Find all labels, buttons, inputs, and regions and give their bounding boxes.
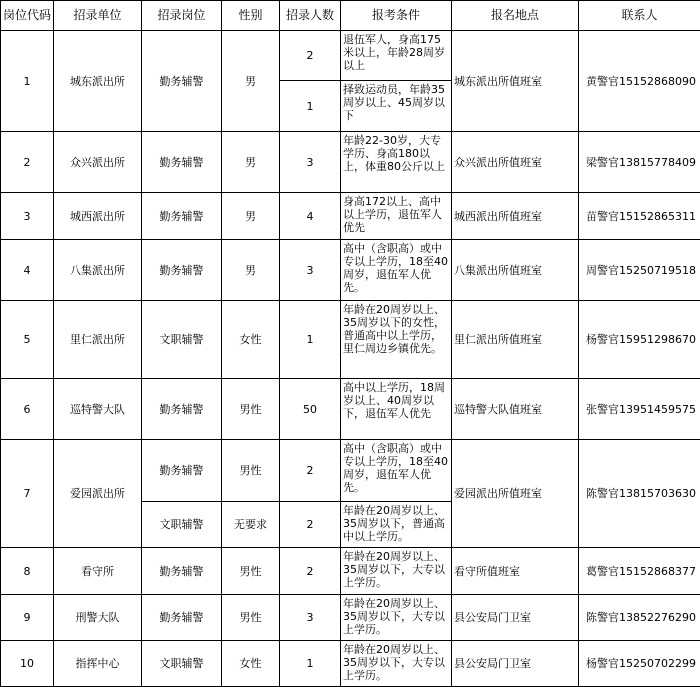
row-unit: 看守所	[54, 548, 142, 595]
row-code: 1	[1, 31, 54, 132]
row-contact: 黄警官15152868090	[579, 31, 700, 132]
table-row	[1, 641, 700, 687]
row-contact: 张警官13951459575	[579, 379, 700, 440]
row-location: 县公安局门卫室	[452, 595, 579, 641]
row-post: 勤务辅警	[142, 193, 222, 240]
row-unit: 巡特警大队	[54, 379, 142, 440]
row-gender: 男性	[222, 548, 280, 595]
row-post: 勤务辅警	[142, 240, 222, 301]
row-unit: 众兴派出所	[54, 132, 142, 193]
row-count: 3	[280, 132, 341, 193]
row-code: 7	[1, 440, 54, 548]
row-code: 5	[1, 301, 54, 379]
row-contact: 周警官15250719518	[579, 240, 700, 301]
row-conditions: 高中（含职高）或中专以上学历，18至40周岁，退伍军人优先。	[341, 440, 452, 502]
row-contact: 梁警官13815778409	[579, 132, 700, 193]
row-code: 10	[1, 641, 54, 687]
row-conditions: 高中以上学历，18周岁以上、40周岁以下，退伍军人优先	[341, 379, 452, 440]
row-post: 勤务辅警	[142, 132, 222, 193]
row-contact: 苗警官15152865311	[579, 193, 700, 240]
row-count: 2	[280, 440, 341, 502]
row-conditions: 年龄在20周岁以上、35周岁以下，大专以上学历。	[341, 641, 452, 687]
row-conditions: 退伍军人，身高175米以上，年龄28周岁以上	[341, 31, 452, 81]
row-gender: 男性	[222, 379, 280, 440]
row-gender: 无要求	[222, 502, 280, 548]
row-unit: 城东派出所	[54, 31, 142, 132]
row-count: 1	[280, 301, 341, 379]
table-row	[1, 31, 700, 81]
row-contact: 陈警官13852276290	[579, 595, 700, 641]
row-location: 里仁派出所值班室	[452, 301, 579, 379]
row-gender: 男	[222, 240, 280, 301]
row-gender: 男	[222, 193, 280, 240]
table-row	[1, 595, 700, 641]
row-gender: 男	[222, 132, 280, 193]
row-location: 爱园派出所值班室	[452, 440, 579, 548]
row-post: 勤务辅警	[142, 379, 222, 440]
header-contact: 联系人	[579, 1, 700, 31]
header-unit: 招录单位	[54, 1, 142, 31]
row-gender: 男性	[222, 440, 280, 502]
row-count: 1	[280, 81, 341, 132]
row-post: 勤务辅警	[142, 31, 222, 132]
table-row	[1, 193, 700, 240]
header-row	[1, 1, 700, 31]
row-post: 勤务辅警	[142, 440, 222, 502]
row-count: 3	[280, 595, 341, 641]
row-gender: 女性	[222, 301, 280, 379]
row-location: 八集派出所值班室	[452, 240, 579, 301]
row-unit: 刑警大队	[54, 595, 142, 641]
row-count: 2	[280, 548, 341, 595]
row-post: 勤务辅警	[142, 595, 222, 641]
row-gender: 男性	[222, 595, 280, 641]
row-count: 1	[280, 641, 341, 687]
row-code: 8	[1, 548, 54, 595]
row-unit: 城西派出所	[54, 193, 142, 240]
row-gender: 男	[222, 31, 280, 132]
table-row	[1, 132, 700, 193]
row-unit: 爱园派出所	[54, 440, 142, 548]
header-count: 招录人数	[280, 1, 341, 31]
row-count: 50	[280, 379, 341, 440]
row-count: 4	[280, 193, 341, 240]
row-count: 2	[280, 502, 341, 548]
row-code: 4	[1, 240, 54, 301]
row-conditions: 年龄在20周岁以上、35周岁以下，大专以上学历。	[341, 595, 452, 641]
row-gender: 女性	[222, 641, 280, 687]
row-location: 县公安局门卫室	[452, 641, 579, 687]
header-code: 岗位代码	[1, 1, 54, 31]
row-code: 2	[1, 132, 54, 193]
table-row	[1, 440, 700, 502]
row-conditions: 年龄在20周岁以上、35周岁以下的女性，普通高中以上学历，里仁周边乡镇优先。	[341, 301, 452, 379]
table-row	[1, 548, 700, 595]
row-contact: 杨警官15250702299	[579, 641, 700, 687]
row-count: 3	[280, 240, 341, 301]
row-conditions: 高中（含职高）或中专以上学历，18至40周岁，退伍军人优先。	[341, 240, 452, 301]
row-post: 文职辅警	[142, 641, 222, 687]
header-post: 招录岗位	[142, 1, 222, 31]
header-conditions: 报考条件	[341, 1, 452, 31]
row-conditions: 年龄在20周岁以上、35周岁以下，普通高中以上学历。	[341, 502, 452, 548]
table-row	[1, 301, 700, 379]
header-gender: 性别	[222, 1, 280, 31]
row-unit: 里仁派出所	[54, 301, 142, 379]
row-post: 文职辅警	[142, 502, 222, 548]
row-conditions: 年龄22-30岁，大专学历、身高180以上，体重80公斤以上	[341, 132, 452, 193]
row-unit: 指挥中心	[54, 641, 142, 687]
table-row	[1, 240, 700, 301]
row-conditions: 身高172以上、高中以上学历，退伍军人优先	[341, 193, 452, 240]
row-conditions: 择致运动员，年龄35周岁以上、45周岁以下	[341, 81, 452, 132]
row-location: 巡特警大队值班室	[452, 379, 579, 440]
row-contact: 杨警官15951298670	[579, 301, 700, 379]
row-count: 2	[280, 31, 341, 81]
row-location: 众兴派出所值班室	[452, 132, 579, 193]
row-contact: 葛警官15152868377	[579, 548, 700, 595]
row-post: 勤务辅警	[142, 548, 222, 595]
row-code: 3	[1, 193, 54, 240]
row-conditions: 年龄在20周岁以上、35周岁以下，大专以上学历。	[341, 548, 452, 595]
row-code: 6	[1, 379, 54, 440]
row-contact: 陈警官13815703630	[579, 440, 700, 548]
header-location: 报名地点	[452, 1, 579, 31]
row-post: 文职辅警	[142, 301, 222, 379]
row-location: 城东派出所值班室	[452, 31, 579, 132]
table-row	[1, 379, 700, 440]
row-location: 城西派出所值班室	[452, 193, 579, 240]
row-location: 看守所值班室	[452, 548, 579, 595]
row-unit: 八集派出所	[54, 240, 142, 301]
row-code: 9	[1, 595, 54, 641]
